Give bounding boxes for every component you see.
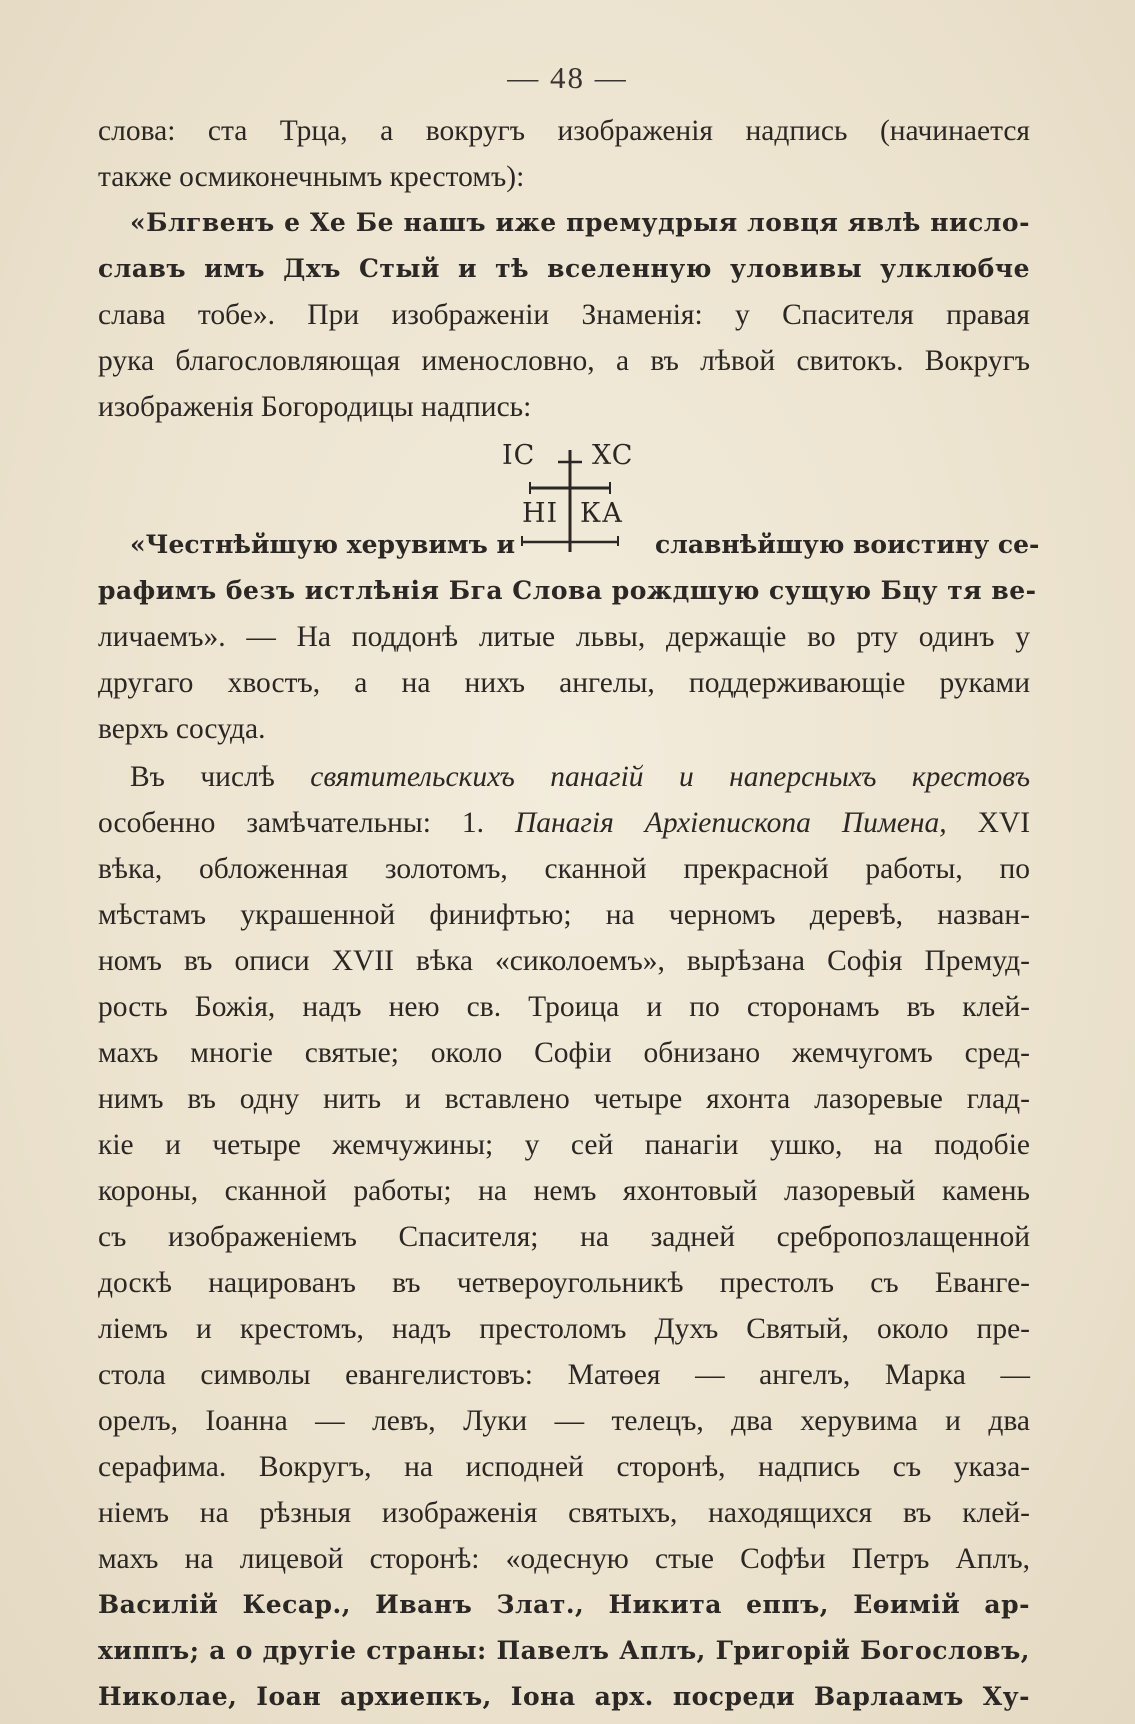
text-line: орелъ, Іоанна — левъ, Луки — телецъ, два херувима и два (98, 1405, 1030, 1437)
paragraph-start-line (130, 754, 1030, 800)
church-slavonic-line: Николае, Іоан архиепкъ, Іона арх. посреди Варлаамъ Ху- (98, 1682, 1030, 1711)
monogram-ka: КА (580, 498, 624, 529)
text-line: нимъ въ одну нить и вставлено четыре яхонта лазоревые глад- (98, 1083, 1030, 1115)
monogram-ni: НІ (522, 498, 559, 529)
text-line: кіе и четыре жемчужины; у сей панагіи ушко, на подобіе (98, 1129, 1030, 1161)
text-line: слова: ста Трца, а вокругъ изображенія надпись (начинается (98, 115, 1030, 147)
text-line: другаго хвостъ, а на нихъ ангелы, поддерживающіе руками (98, 667, 1030, 699)
christ-monogram-cross (500, 440, 640, 560)
text-line: личаемъ». — На поддонѣ литые львы, держащіе во рту одинъ у (98, 621, 1030, 653)
text-line: серафима. Вокругъ, на исподней сторонѣ, надпись съ указа- (98, 1451, 1030, 1483)
text-line: верхъ сосуда. (98, 713, 266, 745)
text-line (98, 800, 1030, 846)
church-slavonic-line: «Блгвенъ е Хе Бе нашъ иже премудрыя ловця явлѣ нисло- (130, 208, 1030, 237)
text-line: изображенія Богородицы надпись: (98, 391, 532, 423)
text-fragment: особенно замѣчательны: 1. (98, 807, 484, 839)
church-slavonic-line: славъ имъ Дхъ Стый и тѣ вселенную уловивы улклюбче (98, 254, 1030, 283)
church-slavonic-line: Василій Кесар., Иванъ Злат., Никита еппъ, Еөимій ар- (98, 1590, 1030, 1619)
text-line: мѣстамъ украшенной финифтью; на черномъ деревѣ, назван- (98, 899, 1030, 931)
text-fragment: Въ числѣ (130, 761, 275, 793)
text-line: доскѣ нацированъ въ четвероугольникѣ престолъ съ Еванге- (98, 1267, 1030, 1299)
text-line: махъ на лицевой сторонѣ: «одесную стые Софѣи Петръ Аплъ, (98, 1543, 1030, 1575)
text-line: рука благословляющая именословно, а въ лѣвой свитокъ. Вокругъ (98, 345, 1030, 377)
italic-phrase: святительскихъ панагій и наперсныхъ крестовъ (310, 761, 1031, 793)
page-number: — 48 — (507, 60, 628, 95)
church-slavonic-line: хиппъ; а о другіе страны: Павелъ Аплъ, Григорій Богословъ, (98, 1636, 1030, 1665)
church-slavonic-line: рафимъ безъ истлѣнія Бга Слова рождшую сущую Бцу тя ве- (98, 576, 1037, 605)
text-line: рость Божія, надъ нею св. Троица и по сторонамъ въ клей- (98, 991, 1030, 1023)
church-slavonic-segment: «Честнѣйшую херувимъ и (130, 530, 516, 559)
text-line: ніемъ на рѣзныя изображенія святыхъ, находящихся въ клей- (98, 1497, 1030, 1529)
text-line: махъ многіе святые; около Софіи обнизано жемчугомъ сред- (98, 1037, 1030, 1069)
text-line: слава тобе». При изображеніи Знаменія: у Спасителя правая (98, 299, 1030, 331)
monogram-ic: IC (502, 440, 536, 471)
text-line: также осмиконечнымъ крестомъ): (98, 161, 525, 193)
text-line: номъ въ описи XVII вѣка «сиколоемъ», вырѣзана Софія Премуд- (98, 945, 1030, 977)
monogram-xc: XC (592, 440, 634, 471)
church-slavonic-segment: славнѣйшую воистину се- (655, 530, 1040, 559)
italic-phrase: Панагія Архіепископа Пимена, (514, 807, 947, 839)
text-line: короны, сканной работы; на немъ яхонтовый лазоревый камень (98, 1175, 1030, 1207)
text-fragment: XVI (977, 807, 1031, 839)
text-line: съ изображеніемъ Спасителя; на задней сребропозлащенной (98, 1221, 1030, 1253)
text-line: вѣка, обложенная золотомъ, сканной прекрасной работы, по (98, 853, 1030, 885)
text-line: ліемъ и крестомъ, надъ престоломъ Духъ Святый, около пре- (98, 1313, 1030, 1345)
text-line: стола символы евангелистовъ: Матөея — ангелъ, Марка — (98, 1359, 1030, 1391)
